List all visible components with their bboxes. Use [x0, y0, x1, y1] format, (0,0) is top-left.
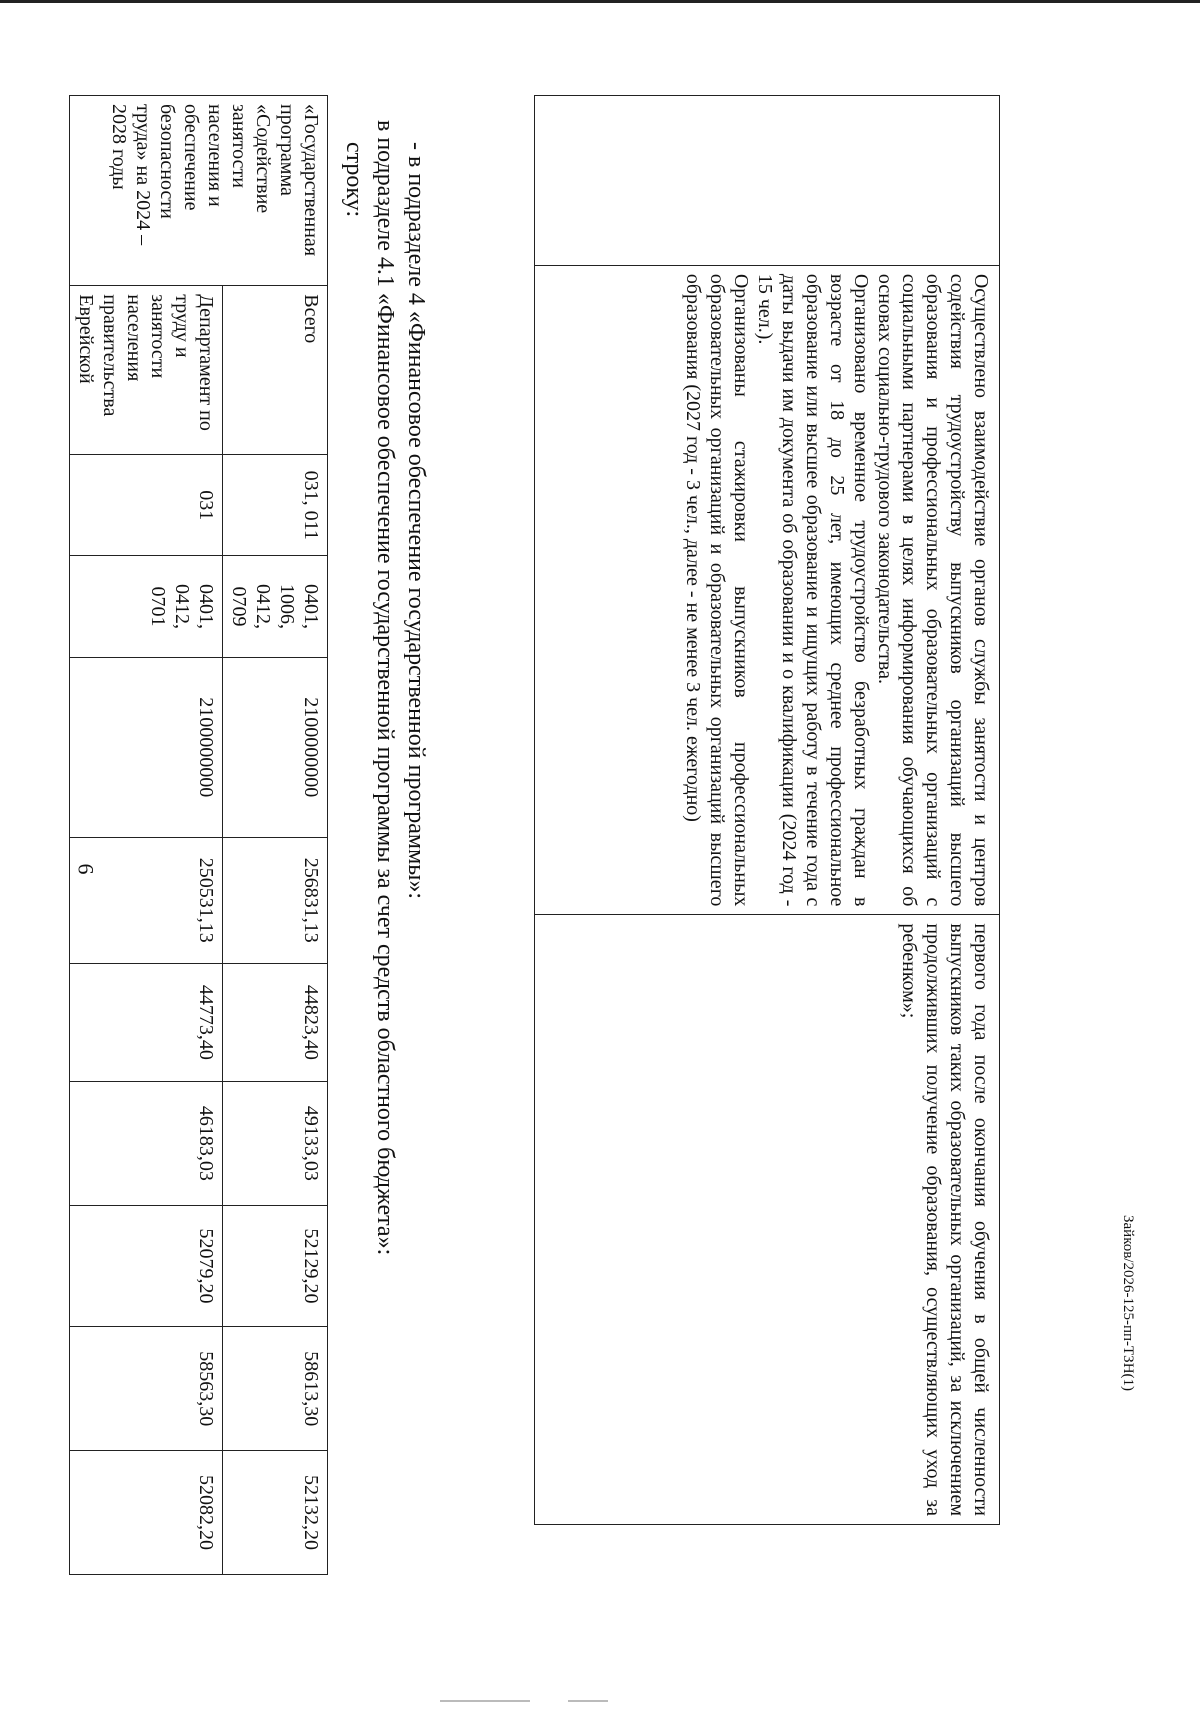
- rotated-page-content: [75, 30, 1130, 1690]
- replace-row-label: строку:: [341, 142, 367, 218]
- scan-top-border: [0, 0, 1200, 3]
- result-paragraph: Осуществлено взаимодействие органов службы занятости и центров содействия трудоустройству выпускников организаций высшего образования и профессиональных образовательных организаций с социальными партнерами в целях информирования обучающихся об основах социально-трудового законодательства.: [874, 273, 992, 907]
- grbs-cell: 031, 011: [223, 455, 328, 556]
- results-table: [534, 95, 1000, 1525]
- program-name-cell: «Государственная программа «Содействие занятости населения и обеспечение безопасности труда» на 2024 – 2028 годы: [70, 96, 328, 286]
- y2027-cell: 58563,30: [70, 1327, 223, 1451]
- section-4-heading: - в подразделе 4 «Финансовое обеспечение государственной программы»:: [403, 142, 429, 900]
- table-row: [223, 96, 328, 1575]
- y2028-cell: 52132,20: [223, 1451, 328, 1575]
- csr-cell: 2100000000: [70, 657, 223, 837]
- section-4-1-heading: в подразделе 4.1 «Финансовое обеспечение государственной программы за счет средств областного бюджета»:: [372, 120, 398, 1256]
- empty-cell: [535, 96, 1000, 266]
- y2026-cell: 52129,20: [223, 1205, 328, 1327]
- csr-cell: 2100000000: [223, 657, 328, 837]
- result-paragraph: Организовано временное трудоустройство безработных граждан в возрасте от 18 до 25 лет, имеющих среднее профессиональное образование или высшее образование и ищущих работу в течение года с даты выдачи им документа об образовании и о квалификации (2024 год - 15 чел.).: [754, 273, 872, 907]
- rzpr-cell: 0401, 0412, 0701: [70, 556, 223, 657]
- page-number: 6: [73, 863, 99, 875]
- executor-cell: Всего: [223, 286, 328, 455]
- table-row: [535, 96, 1000, 1525]
- y2024-cell: 44773,40: [70, 963, 223, 1081]
- indicator-cell: [535, 915, 1000, 1525]
- executor-cell: Департамент по труду и занятости населения правительства Еврейской: [70, 286, 223, 455]
- result-paragraph: Организованы стажировки выпускников профессиональных образовательных организаций и образовательных организаций высшего образования (2027 год - 3 чел., далее - не менее 3 чел. ежегодно): [682, 273, 752, 907]
- y2026-cell: 52079,20: [70, 1205, 223, 1327]
- financing-table: [69, 95, 328, 1575]
- results-cell: [535, 265, 1000, 915]
- indicator-text: первого года после окончания обучения в общей численности выпускников таких образовательных организаций, за исключением продолживших получение образования, осуществляющих уход за ребенком»;: [898, 923, 992, 1516]
- document-reference: Зайков/2026-125-пп-ТЗН(1): [1120, 1215, 1136, 1392]
- y2025-cell: 46183,03: [70, 1081, 223, 1205]
- table-row: [70, 96, 223, 1575]
- scan-artifact: [568, 1700, 608, 1702]
- y2028-cell: 52082,20: [70, 1451, 223, 1575]
- y2027-cell: 58613,30: [223, 1327, 328, 1451]
- rzpr-cell: 0401, 1006, 0412, 0709: [223, 556, 328, 657]
- y2024-cell: 44823,40: [223, 963, 328, 1081]
- grbs-cell: 031: [70, 455, 223, 556]
- total-cell: 256831,13: [223, 837, 328, 963]
- total-cell: 250531,13: [70, 837, 223, 963]
- scan-artifact: [440, 1700, 530, 1702]
- y2025-cell: 49133,03: [223, 1081, 328, 1205]
